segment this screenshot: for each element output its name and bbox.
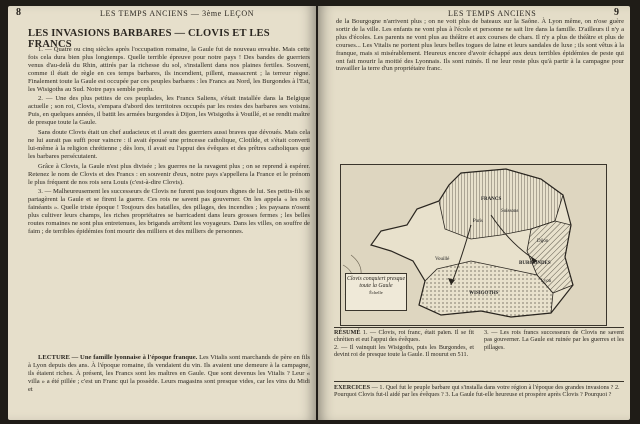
paragraph-2a: 2. — Une des plus petites de ces peuplades, les Francs Saliens, s'était installée dans la Belgique actuelle ; son roi, Clovis, s'empara d'abord des territoires occupés par les restes des barbares ses voisins. Puis, en quelques années, il battit les armées burgondes à Dijon, les Wisigoths à Vouillé, et se rendit maître de presque toute la Gaule. [28,95,310,127]
resume-item-1: 1. — Clovis, roi franc, était païen. Il se fit chrétien et eut l'appui des évêques. [334,329,474,344]
resume-title: RÉSUMÉ [334,329,361,336]
paragraph-3: 3. — Malheureusement les successeurs de Clovis ne furent pas toujours dignes de lui. Ses petits-fils se partagèrent la Gaule et se firent la guerre. Ces rois ne savent pas gouverner. On les appela « les rois fainéants ». Quelle triste époque ! Toujours des batailles, des pillages, des incendies ; les paysans n'osent plus cultiver leurs champs, les riches propriétaires se barricadent dans leurs grosses fermes ; les belles routes romaines ne sont plus entretenues, les brigands arrêtent les voyageurs. Dans les villes, on souffre de faim ; de terribles épidémies font mourir des milliers et des milliers de personnes. [28,188,310,235]
map-scale-label: Échelle [369,289,383,295]
map-label-wisigoths: WISIGOTHS [469,291,499,296]
paragraph-2c: Grâce à Clovis, la Gaule n'est plus divisée ; les guerres ne la ravagent plus ; on se reprend à espérer. Retenez le nom de Clovis et des Francs : en souvenir d'eux, notre pays s'appellera la France et le prénom le plus fréquent de nos rois sera Louis (c'est-à-dire Clovis). [28,162,310,186]
divider-resume [334,327,624,328]
reading-title: LECTURE — Une famille lyonnaise à l'époque franque. [38,354,198,361]
page-number-right: 9 [614,7,619,18]
page-number-left: 8 [16,7,21,18]
left-page [8,6,316,420]
reading-section [28,354,310,396]
map-label-vouille: Vouillé [435,257,450,262]
map-label-dijon: Dijon [537,239,549,244]
map-label-soissons: Soissons [501,209,519,214]
resume-item-2: 2. — Il vainquit les Wisigoths, puis les Burgondes, et devint roi de presque toute la Gaule. Il mourut en 511. [334,343,474,359]
map-caption-text: Clovis conquiert presque toute la Gaule [346,276,406,289]
map-label-burgondes: BURGONDES [519,261,551,266]
reading-continuation [336,18,624,75]
resume-item-3: 3. — Les rois francs successeurs de Clovis ne savent pas gouverner. La Gaule est ruinée par les guerres et les pillages. [484,329,624,351]
divider-exercises [334,381,624,382]
exercises-title: EXERCICES [334,384,371,391]
resume-col-right [484,329,624,351]
reading-continuation-text: de la Bourgogne n'arrivent plus ; on ne voit plus de bateaux sur la Saône. À Lyon même, on n'ose guère sortir de la ville. Les enfants ne vont plus à l'école et personne ne sait lire dans la famille. D'ailleurs il n'y a plus d'écoles. Les parents ne vont plus au théâtre et aux courses de chars. Il n'y a plus de théâtre et plus de courses... Les Vitalis ne portent plus leurs belles togues de laine et leurs sandales de luxe ; ils sont vêtus à la franque, mais si misérablement. Heureux encore d'avoir échappé aux deux terribles épidémies de peste qui ont fait mourir la moitié des Lyonnais. Ils sont ruinés. Il ne leur reste plus qu'à partir à la campagne pour travailler la terre d'un propriétaire franc. [336,18,624,73]
map-of-gaul [340,164,607,326]
map-caption [345,273,407,311]
paragraph-2b: Sans doute Clovis était un chef audacieux et il avait des guerriers aussi braves que dévoués. Mais cela ne lui aurait pas suffi pour vaincre : il avait épousé une princesse catholique, Clotilde, et s'était converti lui-même à la religion chrétienne ; dès lors, il avait eu l'appui des évêques et des prêtres catholiques que les barbares persécutaient. [28,129,310,160]
running-head-right: LES TEMPS ANCIENS [448,9,537,18]
map-label-lyon: Lyon [541,279,552,284]
lesson-body [28,46,310,238]
lesson-title: LES INVASIONS BARBARES — CLOVIS ET LES FRANCS [28,28,270,50]
right-page [318,6,630,420]
exercises-text: — 1. Quel fut le peuple barbare qui s'installa dans votre région à l'époque des grandes invasions ? 2. Pourquoi Clovis fut-il aidé par les évêques ? 3. La Gaule fut-elle heureuse et prospère après Clovis ? Pourquoi ? [334,384,620,399]
paragraph-1: 1. — Quatre ou cinq siècles après l'occupation romaine, la Gaule fut de nouveau envahie. Mais cette fois cela dura bien plus longtemps. Quelle terrible épreuve pour notre pays ! Des bandes de guerriers venus d'au-delà du Rhin, attirés par la richesse du sol, s'installent dans nos plaines fertiles. Souvent, comme il était de règle en ces temps barbares, ils incendient, pillent, massacrent ; la terreur règne. Finalement toute la Gaule est occupée par ces peuples barbares : les Francs au Nord, les Burgondes à l'Est, les Wisigoths au Sud. Notre pays semble perdu. [28,46,310,93]
exercises-section [334,384,624,399]
map-label-francs: FRANCS [481,197,502,202]
running-head-left: LES TEMPS ANCIENS — 3ème LEÇON [100,9,255,18]
map-label-paris: Paris [473,219,483,224]
reading-text: Les Vitalis sont marchands de père en fils à Lyon depuis des ans. À l'époque romaine, ils vendaient du vin. Ils avaient une demeure à la campagne, ils étaient riches. À présent, les Francs sont les maîtres en Gaule. Que sont devenus les Vitalis ? Leur « villa » a été pillée ; c'est un Franc qui la possède. Leurs magasins sont presque vides, car les vins du Midi et [28,354,310,393]
resume-col-left [334,329,474,359]
